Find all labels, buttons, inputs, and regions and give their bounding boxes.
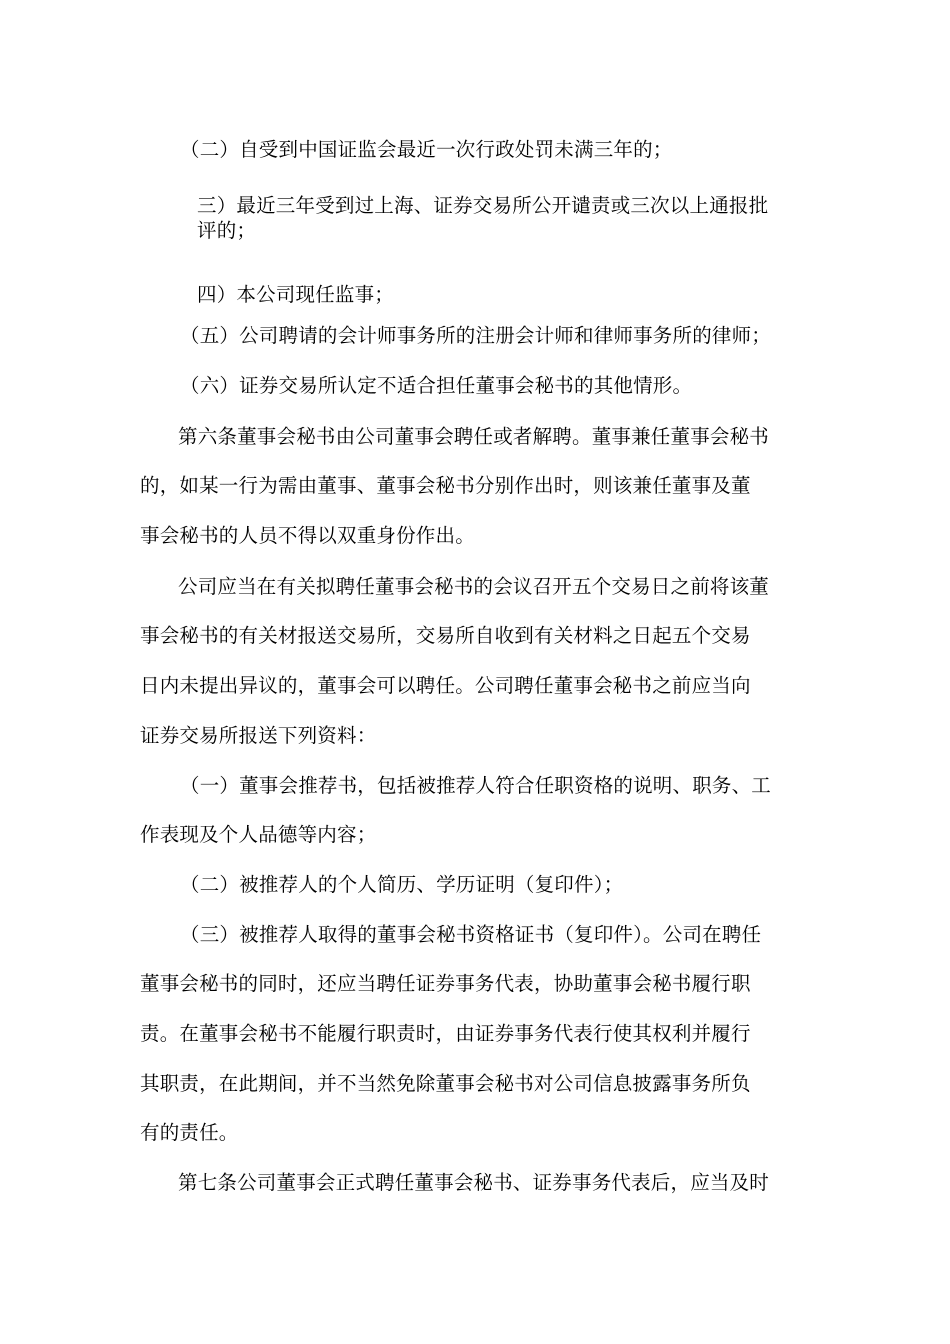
list-item-4: 四）本公司现任监事； [197, 283, 395, 306]
paragraph-2-line-2: 事会秘书的有关材报送交易所，交易所自收到有关材料之日起五个交易 [140, 624, 751, 647]
list2-item-3-line-1: （三）被推荐人取得的董事会秘书资格证书（复印件）。公司在聘任 [180, 923, 762, 946]
paragraph-2-line-3: 日内未提出异议的，董事会可以聘任。公司聘任董事会秘书之前应当向 [140, 674, 751, 697]
article-7-line-1: 第七条公司董事会正式聘任董事会秘书、证券事务代表后，应当及时 [178, 1171, 770, 1194]
list2-item-3-line-5: 有的责任。 [140, 1121, 239, 1144]
list-item-3-line-2: 评的； [197, 219, 257, 242]
list2-item-1-line-2: 作表现及个人品德等内容； [140, 823, 377, 846]
list2-item-3-line-4: 其职责，在此期间，并不当然免除董事会秘书对公司信息披露事务所负 [140, 1072, 751, 1095]
article-6-line-3: 事会秘书的人员不得以双重身份作出。 [140, 524, 475, 547]
list2-item-2: （二）被推荐人的个人简历、学历证明（复印件）； [180, 873, 624, 896]
list-item-5: （五）公司聘请的会计师事务所的注册会计师和律师事务所的律师； [180, 324, 772, 347]
list-item-3-line-1: 三）最近三年受到过上海、证券交易所公开谴责或三次以上通报批 [197, 194, 769, 217]
paragraph-2-line-1: 公司应当在有关拟聘任董事会秘书的会议召开五个交易日之前将该董 [178, 575, 770, 598]
list-item-6: （六）证券交易所认定不适合担任董事会秘书的其他情形。 [180, 374, 693, 397]
list2-item-1-line-1: （一）董事会推荐书，包括被推荐人符合任职资格的说明、职务、工 [180, 774, 772, 797]
article-6-line-2: 的，如某一行为需由董事、董事会秘书分别作出时，则该兼任董事及董 [140, 474, 751, 497]
paragraph-2-line-4: 证券交易所报送下列资料： [140, 724, 377, 747]
article-6-line-1: 第六条董事会秘书由公司董事会聘任或者解聘。董事兼任董事会秘书 [178, 425, 770, 448]
list2-item-3-line-3: 责。在董事会秘书不能履行职责时，由证券事务代表行使其权利并履行 [140, 1022, 751, 1045]
list-item-2: （二）自受到中国证监会最近一次行政处罚未满三年的； [180, 138, 673, 161]
list2-item-3-line-2: 董事会秘书的同时，还应当聘任证券事务代表，协助董事会秘书履行职 [140, 972, 751, 995]
